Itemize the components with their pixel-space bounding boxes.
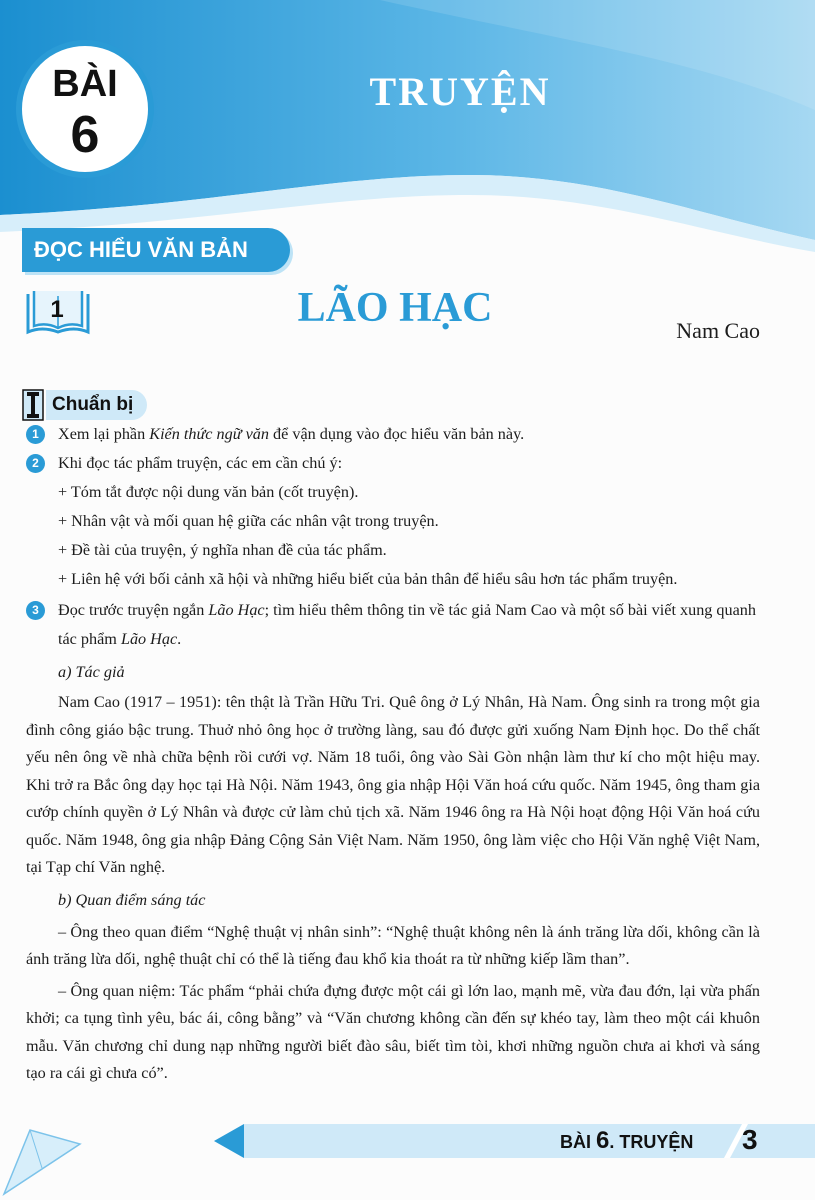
chapter-title: TRUYỆN [369,69,551,114]
item-text: Đọc trước truyện ngắn [58,601,209,619]
item-number-badge: 2 [26,454,45,473]
bullet-item: + Tóm tắt được nội dung văn bản (cốt truyện). [58,483,359,501]
bullet-item: + Đề tài của truyện, ý nghĩa nhan đề của tác phẩm. [58,541,387,559]
kite-icon [0,1110,90,1200]
item-number-badge: 3 [26,601,45,620]
prep-item-1 [26,420,760,449]
lesson-word: BÀI [52,63,118,105]
footer-label [560,1128,693,1155]
bullet-item: + Nhân vật và mối quan hệ giữa các nhân vật trong truyện. [58,512,439,530]
prep-item-2 [26,449,760,478]
author-paragraph: Nam Cao (1917 – 1951): tên thật là Trần Hữu Tri. Quê ông ở Lý Nhân, Hà Nam. Ông sinh ra trong một gia đình công giáo bậc trung. Thuở nhỏ ông học ở trường làng, sau đó được gửi xuống Nam Định học. Do thể chất yếu nên ông về nhà chữa bệnh rồi cưới vợ. Năm 18 tuổi, ông vào Sài Gòn nhận làm thư kí cho một hiệu may. Khi trở ra Bắc ông dạy học tại Hà Nội. Năm 1943, ông gia nhập Hội Văn hoá cứu quốc. Năm 1945, ông tham gia cướp chính quyền ở Lý Nhân và được cử làm chủ tịch xã. Năm 1946 ông ra Hà Nội hoạt động Hội Văn hoá cứu quốc. Năm 1948, ông gia nhập Đảng Cộng Sản Việt Nam. Năm 1950, ông làm việc cho Hội Văn nghệ Việt Nam, tại Tạp chí Văn nghệ. [26,693,760,876]
item-emphasis: Lão Hạc [120,630,178,648]
item-emphasis: Kiến thức ngữ văn [149,425,269,443]
author-name: Nam Cao [676,318,760,343]
body-text [26,420,760,1088]
subheading-viewpoint: b) Quan điểm sáng tác [58,890,206,909]
prep-heading [22,388,147,422]
item-emphasis: Lão Hạc [208,601,265,619]
viewpoint-paragraph-2: – Ông quan niệm: Tác phẩm “phải chứa đựng được một cái gì lớn lao, mạnh mẽ, vừa đau đớn, lại vừa phấn khởi; ca tụng tình yêu, bác ái, công bằng” và “Văn chương không cần đến sự khéo tay, làm theo một cái khuôn mẫu. Văn chương chỉ dung nạp những người biết đào sâu, biết tìm tòi, khơi những nguồn chưa ai khơi và sáng tạo ra cái gì chưa có”. [26,981,760,1082]
item-text: . [177,630,182,648]
bullet-item: + Liên hệ với bối cảnh xã hội và những hiểu biết của bản thân để hiểu sâu hơn tác phẩm truyện. [58,570,678,588]
subheading-author: a) Tác giả [58,663,125,681]
prep-item-3 [26,596,760,654]
text-number: 1 [50,296,64,323]
item-text: Khi đọc tác phẩm truyện, các em cần chú ý: [58,454,343,472]
item-text: để vận dụng vào đọc hiểu văn bản này. [268,425,525,443]
item-text: ; tìm hiểu thêm thông tin về tác giả Nam Cao và một số bài viết xung quanh tác phẩm [58,601,756,648]
lesson-badge [16,40,154,178]
lesson-number: 6 [70,106,100,164]
item-text: Xem lại phần [58,425,150,443]
text-title: LÃO HẠC [297,285,493,331]
prep-heading-label: Chuẩn bị [46,390,147,420]
section-tab: ĐỌC HIỂU VĂN BẢN [22,228,290,272]
viewpoint-paragraph-1: – Ông theo quan điểm “Nghệ thuật vị nhân sinh”: “Nghệ thuật không nên là ánh trăng lừa dối, không cần là ánh trăng lừa dối, nghệ thuật chỉ có thể là tiếng đau khổ kia thoát ra từ những kiếp lầm than”. [26,922,760,968]
item-number-badge: 1 [26,425,45,444]
footer-label-prefix: BÀI [560,1132,596,1152]
footer-bar [214,1124,815,1158]
footer-label-number: 6 [596,1127,610,1154]
page-number: 3 [742,1124,758,1155]
footer-label-suffix: . TRUYỆN [609,1132,694,1152]
roman-numeral-icon [22,389,44,421]
